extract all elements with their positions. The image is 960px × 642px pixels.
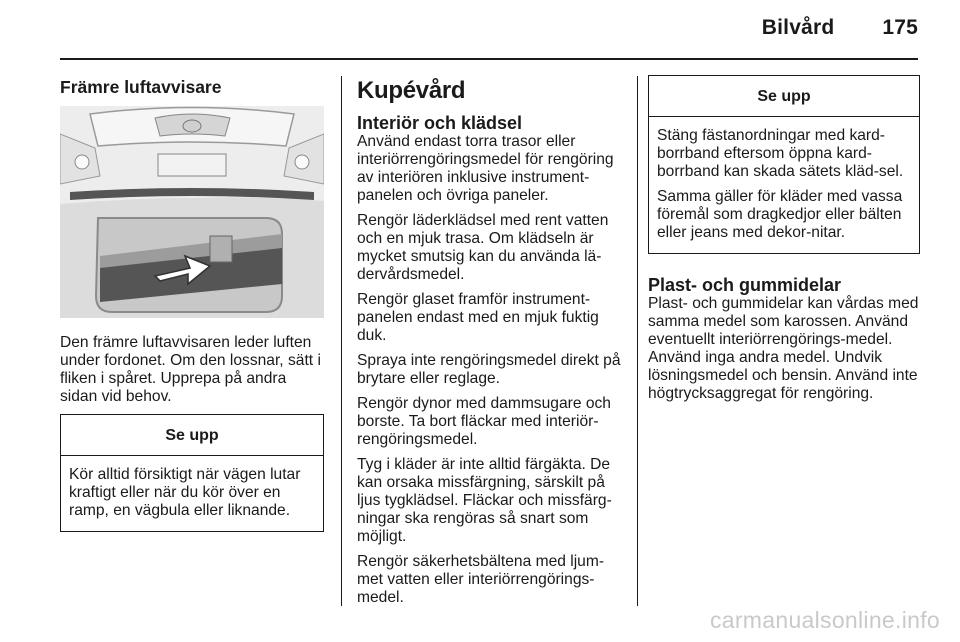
interior-paragraph: Rengör glaset framför instrument-panelen endast med en mjuk fuktig duk. (357, 291, 599, 344)
warning-box-velcro (648, 75, 920, 254)
interior-paragraph: Spraya inte rengöringsmedel direkt på brytare eller reglage. (357, 352, 621, 387)
interior-paragraph: Tyg i kläder är inte alltid färgäkta. De kan orsaka missfärgning, särskilt på ljus tygklädsel. Fläckar och missfärg-ningar ska rengöras så snart som möjligt. (357, 456, 612, 545)
warning-box-ramp (60, 414, 324, 532)
column-divider-2 (637, 76, 638, 606)
page-header (762, 16, 918, 40)
interior-care-title: Kupévård (357, 77, 466, 104)
warning-box-text: Stäng fästanordningar med kard-borrband eftersom öppna kard-borrband kan skada sätets kläd-sel. (657, 127, 904, 180)
section-heading-air-deflector: Främre luftavvisare (60, 77, 222, 97)
watermark: carmanualsonline.info (709, 607, 940, 633)
interior-paragraph: Rengör dynor med dammsugare och borste. Ta bort fläckar med interiör-rengöringsmedel. (357, 395, 611, 448)
column-1 (60, 78, 324, 532)
air-deflector-paragraph: Den främre luftavvisaren leder luften under fordonet. Om den lossnar, sätt i fliken i spåret. Upprepa på andra sidan vid behov. (60, 334, 321, 405)
column-divider-1 (341, 76, 342, 606)
warning-box-title: Se upp (61, 415, 323, 456)
column-2 (357, 78, 625, 614)
plastic-rubber-subheading: Plast- och gummidelar (648, 275, 842, 295)
page-number: 175 (882, 16, 918, 39)
header-section-title: Bilvård (761, 16, 835, 39)
air-deflector-illustration (60, 106, 324, 318)
interior-paragraph: Använd endast torra trasor eller interiörrengöringsmedel för rengöring av interiören inklusive instrument-panelen och övriga paneler. (357, 133, 614, 204)
interior-paragraph: Rengör säkerhetsbältena med ljum-met vatten eller interiörrengörings-medel. (357, 553, 605, 606)
warning-box-text: Samma gäller för kläder med vassa föremål som dragkedjor eller bälten eller jeans med dekor-nitar. (657, 188, 903, 241)
plastic-rubber-paragraph: Plast- och gummidelar kan vårdas med samma medel som karossen. Använd eventuellt interiörrengörings-medel. Använd inga andra medel. Undvik lösningsmedel och bensin. Använd inte högtrycksaggregat för rengöring. (648, 295, 919, 402)
column-3 (648, 75, 920, 410)
header-rule (60, 58, 918, 60)
warning-box-title: Se upp (649, 76, 919, 117)
interior-upholstery-subheading: Interiör och klädsel (357, 113, 523, 133)
interior-paragraph: Rengör läderklädsel med rent vatten och en mjuk trasa. Om klädseln är mycket smutsig kan du använda lä-dervårdsmedel. (357, 212, 609, 283)
warning-box-text: Kör alltid försiktigt när vägen lutar kraftigt eller när du kör över en ramp, en vägbula eller liknande. (69, 466, 301, 519)
